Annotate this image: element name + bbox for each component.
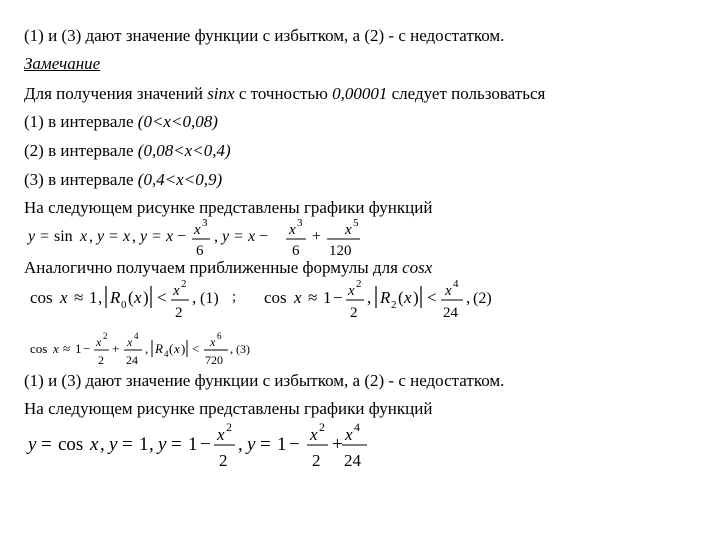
- text-line-6: [24, 170, 222, 190]
- f3-minus: −: [83, 341, 91, 356]
- f2-R2-sub: 2: [391, 299, 397, 311]
- line-3-part-e: следует пользоваться: [387, 84, 546, 103]
- line-5-part-b: (0,08<x<0,4): [137, 141, 231, 160]
- f1-y1: y: [28, 228, 36, 245]
- f4-comma2: ,: [149, 434, 154, 455]
- f4-one1: 1: [139, 434, 149, 455]
- f3-tag3: (3): [236, 342, 250, 356]
- f3-frac2-exp: 4: [134, 331, 139, 341]
- f4-frac3-den: 24: [344, 451, 361, 470]
- f1-plus: +: [312, 228, 322, 245]
- f2-comma4: ,: [466, 288, 471, 307]
- line-6-part-a: (3) в интервале: [24, 170, 138, 189]
- f1-eq2: =: [109, 228, 119, 245]
- f2-comma1: ,: [98, 288, 103, 307]
- line-8-part-b: cosx: [402, 258, 433, 277]
- f1-frac1-x: x: [194, 222, 201, 238]
- f4-frac1-den: 2: [219, 451, 228, 470]
- f4-minus2: −: [289, 434, 300, 455]
- f4-frac3-x: x: [345, 425, 353, 444]
- f1-y4: y: [222, 228, 230, 245]
- f3-R4: R: [155, 341, 163, 356]
- f2-frac3-exp: 4: [453, 278, 459, 290]
- f4-frac2-exp: 2: [319, 420, 325, 434]
- f2-x4: x: [404, 288, 412, 307]
- f4-one3: 1: [277, 434, 287, 455]
- text-line-4: [24, 112, 218, 132]
- f2-frac2-x: x: [348, 283, 355, 299]
- cos-approx-row-2: [26, 328, 276, 370]
- f4-frac2-x: x: [310, 425, 318, 444]
- f2-comma2: ,: [192, 288, 197, 307]
- f3-x1: x: [53, 341, 59, 356]
- line-1-text: (1) и (3) дают значение функции с избытком, а (2) - с недостатком.: [24, 26, 505, 45]
- f2-frac1-x: x: [173, 283, 180, 299]
- f1-frac1-den: 6: [196, 243, 204, 259]
- f1-x2: x: [123, 228, 131, 245]
- f2-tag2: (2): [473, 290, 492, 307]
- f2-R2: R: [380, 288, 391, 307]
- f4-eq1: =: [41, 434, 52, 455]
- f3-lt: <: [192, 341, 200, 356]
- f1-comma3: ,: [214, 228, 218, 245]
- cos-graphs-formula: [24, 418, 374, 474]
- f2-x2: x: [134, 288, 142, 307]
- f4-comma3: ,: [238, 434, 243, 455]
- f3-x2: x: [174, 341, 180, 356]
- f4-comma1: ,: [100, 434, 105, 455]
- f3-lparen: (: [169, 341, 174, 356]
- text-line-10: [24, 399, 432, 419]
- f2-frac1-exp: 2: [181, 278, 187, 290]
- line-3-part-b: sinx: [207, 84, 235, 103]
- f4-eq2: =: [122, 434, 133, 455]
- f4-eq4: =: [260, 434, 271, 455]
- f1-y3: y: [140, 228, 148, 245]
- f4-minus1: −: [200, 434, 211, 455]
- f1-frac2-den: 6: [292, 243, 300, 259]
- f2-approx1: ≈: [74, 288, 84, 307]
- f1-y2: y: [97, 228, 105, 245]
- f3-frac3-x: x: [210, 335, 216, 349]
- f2-one2: 1: [323, 288, 332, 307]
- f2-R1-sub: 0: [121, 299, 127, 311]
- f2-minus1: −: [333, 288, 343, 307]
- f4-y1: y: [28, 434, 37, 455]
- f1-x4: x: [248, 228, 256, 245]
- line-10-text: На следующем рисунке представлены графики функций: [24, 399, 433, 418]
- f1-comma2: ,: [132, 228, 136, 245]
- f2-lt2: <: [427, 288, 437, 307]
- f2-approx2: ≈: [308, 288, 318, 307]
- f2-cos2: cos: [264, 288, 287, 307]
- sin-graphs-formula: [24, 214, 364, 260]
- line-6-part-b: (0,4<x<0,9): [137, 170, 223, 189]
- f3-frac1-den: 2: [98, 353, 104, 367]
- line-3-part-d: 0,00001: [332, 84, 388, 103]
- line-8-part-a: Аналогично получаем приближенные формулы для: [24, 258, 403, 277]
- f1-eq3: =: [152, 228, 162, 245]
- f2-semicolon: ;: [232, 289, 237, 305]
- f1-x3: x: [166, 228, 174, 245]
- f1-frac3-x: x: [345, 222, 352, 238]
- f3-one: 1: [75, 341, 82, 356]
- f4-one2: 1: [188, 434, 198, 455]
- line-3-part-c: с точностью: [234, 84, 333, 103]
- f1-comma1: ,: [89, 228, 93, 245]
- f3-frac3-den: 720: [205, 353, 223, 367]
- f1-frac2-exp: 3: [297, 217, 303, 229]
- remark-heading: Замечание: [24, 54, 101, 73]
- text-line-1: [24, 26, 504, 46]
- f2-x3: x: [294, 288, 302, 307]
- f2-frac3-den: 24: [443, 305, 458, 321]
- text-line-5: [24, 141, 231, 161]
- f2-lparen2: (: [398, 288, 404, 307]
- f4-plus: +: [332, 434, 343, 455]
- f1-frac1-exp: 3: [202, 217, 208, 229]
- f3-comma1: ,: [145, 341, 149, 356]
- line-3-part-a: Для получения значений: [24, 84, 208, 103]
- f2-rparen1: ): [143, 288, 149, 307]
- line-5-part-a: (2) в интервале: [24, 141, 138, 160]
- f4-x1: x: [90, 434, 99, 455]
- f3-frac3-exp: 6: [217, 331, 222, 341]
- f2-lt1: <: [157, 288, 167, 307]
- f4-y2: y: [109, 434, 118, 455]
- line-4-part-b: (0<x<0,08): [137, 112, 218, 131]
- cos-approx-row-1: [26, 276, 506, 322]
- f2-frac2-den: 2: [350, 305, 358, 321]
- f4-cos: cos: [58, 434, 84, 455]
- f4-frac1-exp: 2: [226, 420, 232, 434]
- text-line-3: [24, 84, 545, 104]
- f2-one1: 1: [89, 288, 98, 307]
- f2-x1: x: [60, 288, 68, 307]
- f3-rparen: ): [181, 341, 186, 356]
- f4-frac1-x: x: [217, 425, 225, 444]
- f4-y3: y: [158, 434, 167, 455]
- f3-frac1-x: x: [96, 335, 102, 349]
- line-4-part-a: (1) в интервале: [24, 112, 138, 131]
- line-7-text: На следующем рисунке представлены графики функций: [24, 198, 433, 217]
- f3-frac2-den: 24: [126, 353, 138, 367]
- f2-frac3-x: x: [445, 283, 452, 299]
- line-9-text: (1) и (3) дают значение функции с избытком, а (2) - с недостатком.: [24, 371, 505, 390]
- f1-frac3-exp: 5: [353, 217, 359, 229]
- f2-frac2-exp: 2: [356, 278, 362, 290]
- f1-eq4: =: [234, 228, 244, 245]
- f2-R1: R: [110, 288, 121, 307]
- text-line-8: [24, 258, 432, 278]
- f1-frac2-x: x: [289, 222, 296, 238]
- f2-tag1: (1): [200, 290, 219, 307]
- f3-approx: ≈: [63, 341, 71, 356]
- f3-frac2-x: x: [127, 335, 133, 349]
- f2-frac1-den: 2: [175, 305, 183, 321]
- f4-y4: y: [247, 434, 256, 455]
- f3-plus: +: [112, 341, 120, 356]
- f1-minus2: −: [259, 228, 269, 245]
- f2-cos1: cos: [30, 288, 53, 307]
- f3-R4-sub: 4: [164, 349, 169, 359]
- f1-sin: sin: [54, 228, 73, 245]
- f1-x1: x: [80, 228, 88, 245]
- f2-rparen2: ): [413, 288, 419, 307]
- f2-comma3: ,: [367, 288, 372, 307]
- f1-frac3-den: 120: [329, 243, 352, 259]
- f3-comma2: ,: [230, 341, 234, 356]
- f4-frac2-den: 2: [312, 451, 321, 470]
- text-line-9: [24, 371, 504, 391]
- f4-frac3-exp: 4: [354, 420, 360, 434]
- f4-eq3: =: [171, 434, 182, 455]
- text-line-remark: [24, 54, 100, 74]
- f1-minus1: −: [177, 228, 187, 245]
- f2-lparen1: (: [128, 288, 134, 307]
- f3-cos: cos: [30, 341, 48, 356]
- f3-frac1-exp: 2: [103, 331, 108, 341]
- f1-eq1: =: [40, 228, 50, 245]
